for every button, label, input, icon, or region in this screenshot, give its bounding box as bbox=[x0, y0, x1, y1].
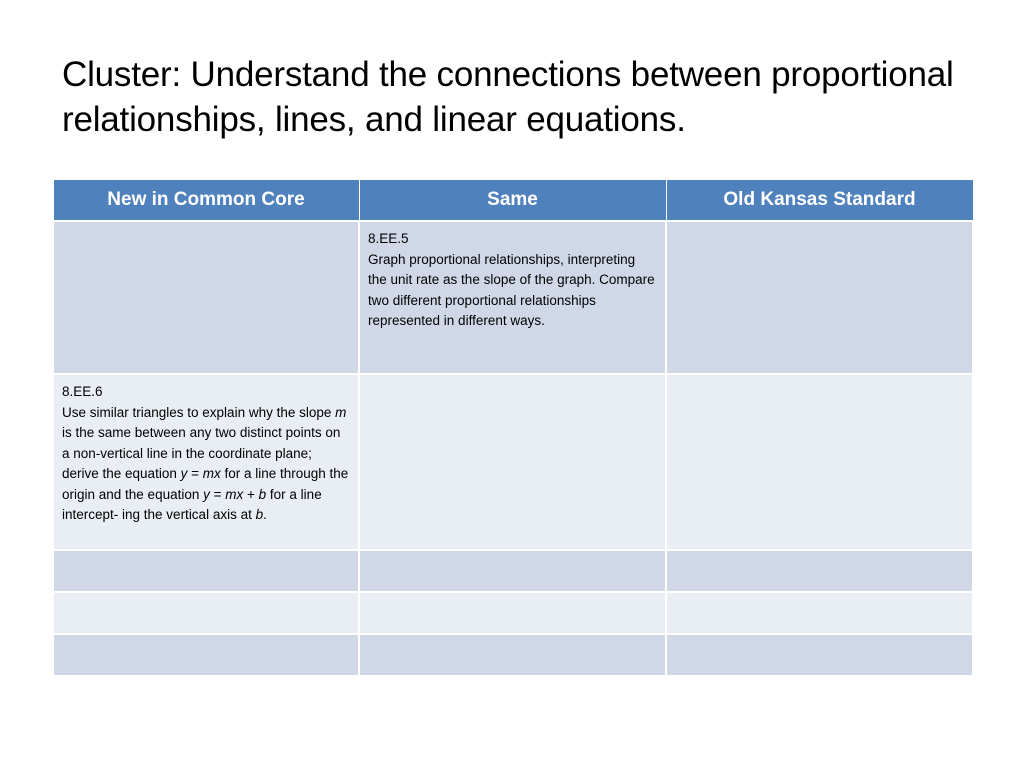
table-row bbox=[53, 550, 973, 592]
table-cell-new bbox=[53, 634, 359, 676]
standard-code: 8.EE.5 bbox=[368, 231, 409, 246]
table-header-row bbox=[53, 180, 973, 222]
standards-table bbox=[52, 179, 972, 677]
table-cell-new bbox=[53, 592, 359, 634]
table-cell-old bbox=[666, 592, 973, 634]
table-cell-new bbox=[53, 550, 359, 592]
table-cell-same bbox=[359, 374, 666, 550]
table-row bbox=[53, 592, 973, 634]
table-cell-old bbox=[666, 374, 973, 550]
standard-text: Graph proportional relationships, interpreting the unit rate as the slope of the graph. Compare two different proportional relationships represented in different ways. bbox=[368, 251, 655, 328]
table-cell-same bbox=[359, 221, 666, 374]
table-cell-same bbox=[359, 634, 666, 676]
table-cell-old bbox=[666, 221, 973, 374]
table-row bbox=[53, 634, 973, 676]
table-cell-old bbox=[666, 550, 973, 592]
header-new-in-common-core: New in Common Core bbox=[53, 180, 359, 222]
header-old-kansas-standard: Old Kansas Standard bbox=[666, 180, 973, 222]
table-cell-old bbox=[666, 634, 973, 676]
header-same: Same bbox=[359, 180, 666, 222]
table-cell-same bbox=[359, 550, 666, 592]
standard-text: Use similar triangles to explain why the slope m is the same between any two distinct points on a non-vertical line in the coordinate plane; derive the equation y = mx for a line through the origin and the equation y = mx + b for a line intercept- ing the vertical axis at b. bbox=[62, 404, 349, 522]
table-row bbox=[53, 374, 973, 550]
table-cell-new bbox=[53, 374, 359, 550]
table-cell-same bbox=[359, 592, 666, 634]
slide-title: Cluster: Understand the connections between proportional relationships, lines, and linear equations. bbox=[62, 55, 954, 139]
table-row bbox=[53, 221, 973, 374]
table-cell-new bbox=[53, 221, 359, 374]
standard-code: 8.EE.6 bbox=[62, 384, 103, 399]
